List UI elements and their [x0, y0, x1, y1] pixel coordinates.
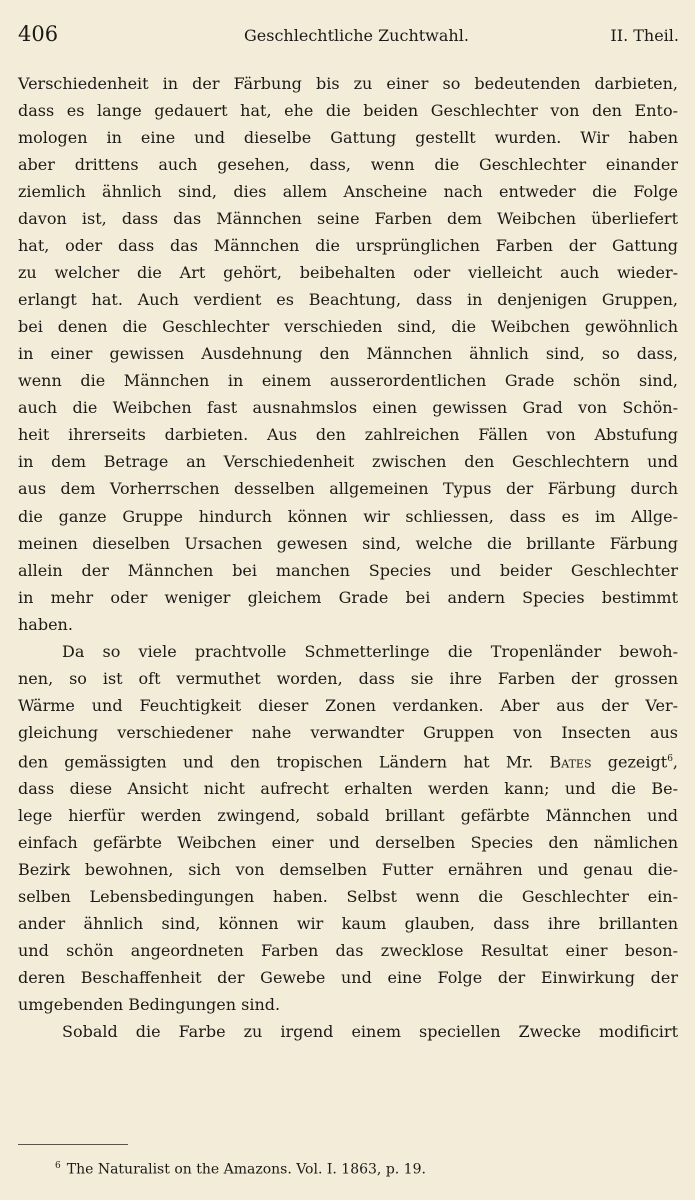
- text-line: Verschiedenheit in der Färbung bis zu einer so bedeutenden darbieten,: [18, 74, 678, 93]
- text-line-with-citation: [18, 746, 678, 775]
- text-line: deren Beschaffenheit der Gewebe und eine Folge der Einwirkung der: [18, 968, 678, 988]
- text-line: gleichung verschiedener nahe verwandter Gruppen von Insecten aus: [18, 722, 678, 742]
- line-text: gezeigt: [591, 752, 668, 772]
- text-line: umgebenden Bedingungen sind.: [18, 995, 281, 1015]
- text-line: Bezirk bewohnen, sich von demselben Futter ernähren und genau die-: [18, 860, 678, 880]
- text-line: davon ist, dass das Männchen seine Farben dem Weibchen überliefert: [18, 209, 678, 229]
- text-line: selben Lebensbedingungen haben. Selbst wenn die Geschlechter ein-: [18, 887, 678, 907]
- text-line: einfach gefärbte Weibchen einer und derselben Species den nämlichen: [18, 833, 678, 853]
- text-line: lege hierfür werden zwingend, sobald brillant gefärbte Männchen und: [18, 806, 678, 826]
- text-line: haben.: [18, 614, 73, 634]
- page-number: 406: [18, 22, 59, 46]
- footnote-reference[interactable]: 6: [667, 753, 673, 764]
- text-line: auch die Weibchen fast ausnahmslos einen gewissen Grad von Schön-: [18, 398, 678, 418]
- text-line: aber drittens auch gesehen, dass, wenn die Geschlechter einander: [18, 155, 678, 175]
- text-line: in mehr oder weniger gleichem Grade bei andern Species bestimmt: [18, 587, 678, 607]
- text-line: Wärme und Feuchtigkeit dieser Zonen verdanken. Aber aus der Ver-: [18, 695, 678, 715]
- paragraph-butterflies: [18, 638, 678, 1019]
- text-line: ziemlich ähnlich sind, dies allem Anscheine nach entweder die Folge: [18, 182, 678, 202]
- text-line: die ganze Gruppe hindurch können wir schliessen, dass es im Allge-: [18, 506, 678, 526]
- part-label: II. Theil.: [610, 26, 679, 45]
- text-line: dass es lange gedauert hat, ehe die beiden Geschlechter von den Ento-: [18, 101, 678, 121]
- text-line: erlangt hat. Auch verdient es Beachtung, dass in denjenigen Gruppen,: [18, 290, 678, 310]
- text-line: nen, so ist oft vermuthet worden, dass sie ihre Farben der grossen: [18, 668, 678, 688]
- text-line: Da so viele prachtvolle Schmetterlinge die Tropenländer bewoh-: [62, 641, 678, 661]
- text-line: bei denen die Geschlechter verschieden sind, die Weibchen gewöhnlich: [18, 317, 678, 337]
- paragraph-continued: [18, 70, 678, 638]
- line-text: ,: [672, 752, 679, 772]
- text-line: mologen in eine und dieselbe Gattung gestellt wurden. Wir haben: [18, 128, 678, 148]
- text-line: dass diese Ansicht nicht aufrecht erhalten werden kann; und die Be-: [18, 779, 678, 799]
- text-line: heit ihrerseits darbieten. Aus den zahlreichen Fällen von Abstufung: [18, 425, 678, 445]
- body-text: [18, 70, 678, 1045]
- text-line: hat, oder dass das Männchen die ursprünglichen Farben der Gattung: [18, 236, 678, 256]
- text-line: zu welcher die Art gehört, beibehalten oder vielleicht auch wieder-: [18, 263, 678, 283]
- line-text: den gemässigten und den tropischen Ländern hat Mr.: [18, 752, 550, 772]
- text-line: meinen dieselben Ursachen gewesen sind, welche die brillante Färbung: [18, 533, 678, 553]
- text-line: Sobald die Farbe zu irgend einem speciellen Zwecke modificirt: [62, 1022, 678, 1042]
- text-line: allein der Männchen bei manchen Species und beider Geschlechter: [18, 560, 678, 580]
- text-line: in einer gewissen Ausdehnung den Männchen ähnlich sind, so dass,: [18, 344, 678, 364]
- running-title: Geschlechtliche Zuchtwahl.: [244, 26, 469, 45]
- paragraph-colour-modified: [18, 1018, 678, 1045]
- text-line: in dem Betrage an Verschiedenheit zwischen den Geschlechtern und: [18, 452, 678, 472]
- text-line: ander ähnlich sind, können wir kaum glauben, dass ihre brillanten: [18, 914, 678, 934]
- text-line: wenn die Männchen in einem ausserordentlichen Grade schön sind,: [18, 371, 678, 391]
- footnote-marker: 6: [55, 1161, 61, 1171]
- text-line: und schön angeordneten Farben das zwecklose Resultat einer beson-: [18, 941, 678, 961]
- page-header: [18, 18, 679, 54]
- footnote: [55, 1161, 426, 1178]
- footnote-text: The Naturalist on the Amazons. Vol. I. 1863, p. 19.: [66, 1161, 426, 1178]
- author-name: Bates: [549, 752, 592, 772]
- footnote-divider: [18, 1144, 128, 1145]
- text-line: aus dem Vorherrschen desselben allgemeinen Typus der Färbung durch: [18, 479, 678, 499]
